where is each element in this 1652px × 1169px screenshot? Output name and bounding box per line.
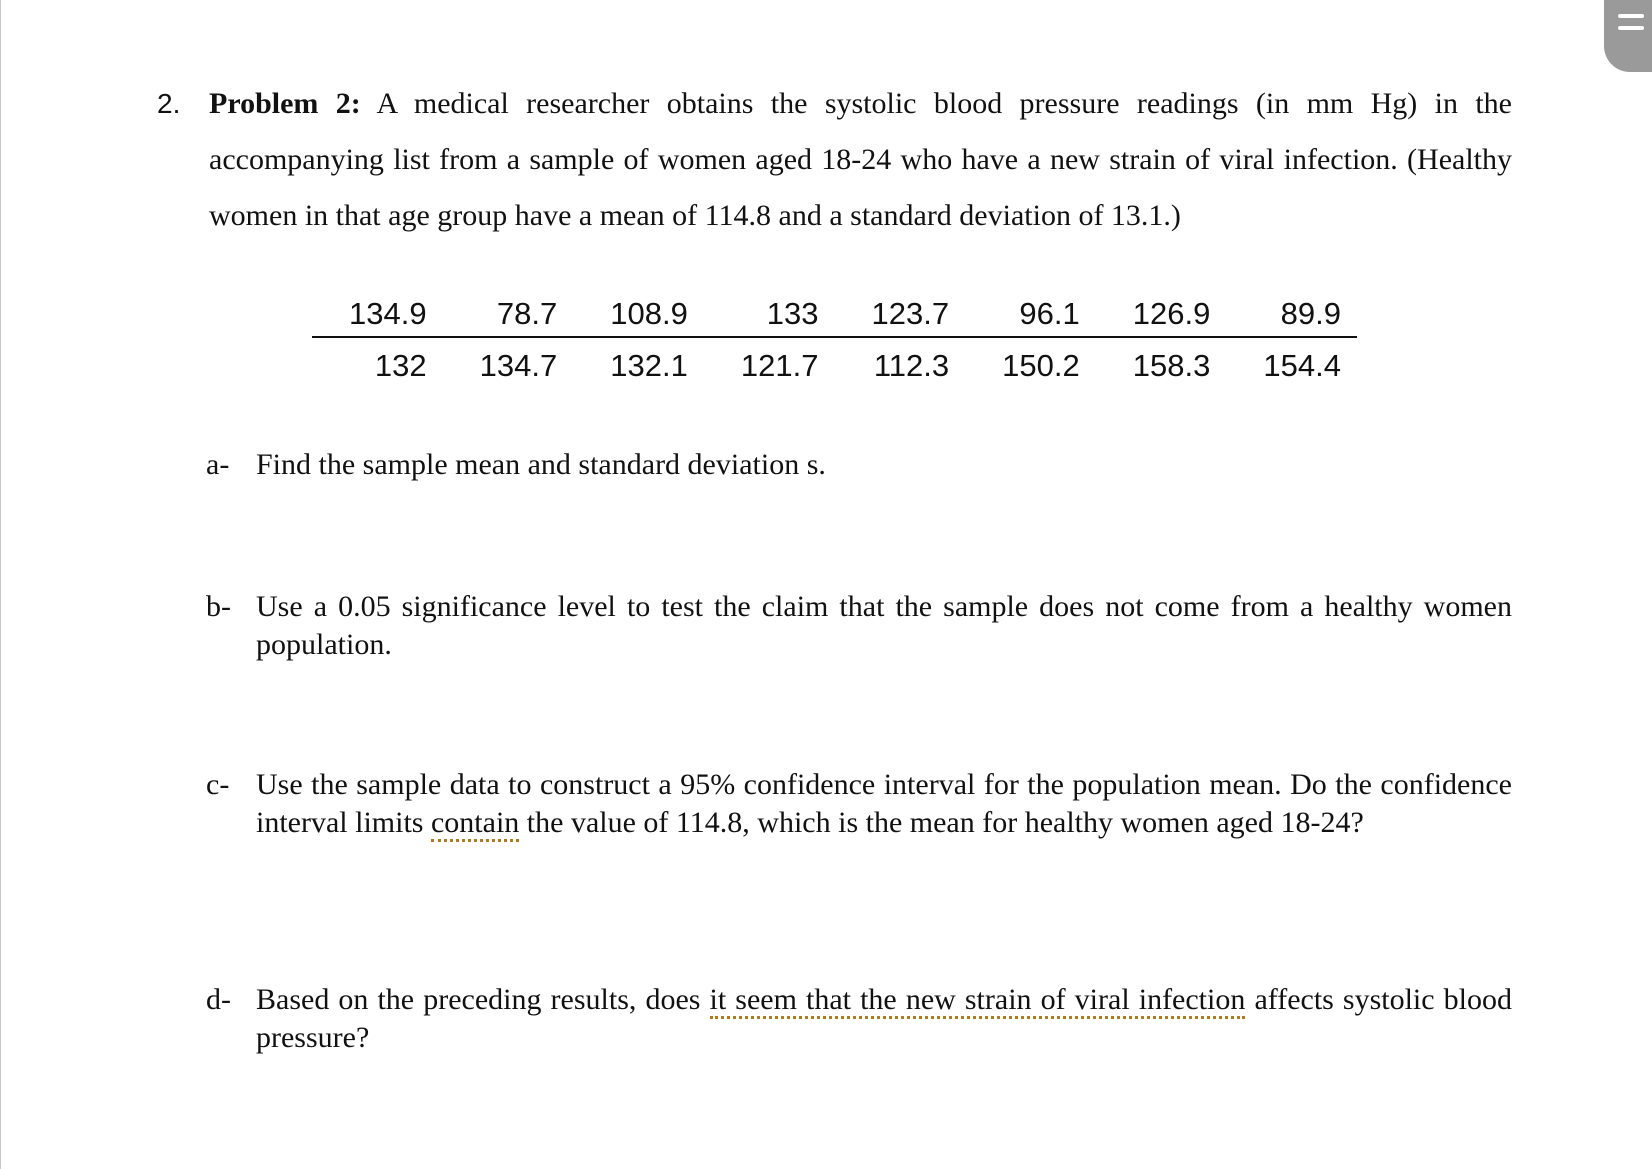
spelling-flag[interactable]: contain	[431, 806, 519, 842]
table-cell: 112.3	[873, 348, 950, 383]
table-cell: 154.4	[1263, 348, 1341, 383]
table-cell: 134.9	[312, 296, 443, 337]
question-text-part: Use the sample data to construct a 95% confidence interval for the population mean. Do the confidence interval limits	[256, 768, 1512, 839]
table-row	[312, 337, 1357, 400]
table-cell: 89.9	[1226, 296, 1357, 337]
table-cell: 150.2	[1002, 348, 1080, 383]
grammar-flag[interactable]: it seem that the new strain of viral infection	[710, 983, 1246, 1019]
problem-title: Problem 2:	[209, 87, 361, 120]
question-text: Use a 0.05 significance level to test the claim that the sample does not come from a healthy women population.	[256, 590, 1512, 661]
question-c	[206, 766, 1512, 842]
handle-grip-icon	[1618, 26, 1644, 30]
question-text-part: the value of 114.8, which is the mean for healthy women aged 18-24?	[519, 806, 1364, 839]
list-number: 2.	[157, 88, 181, 119]
table-cell: 132.1	[610, 348, 688, 383]
table-cell: 123.7	[835, 296, 966, 337]
question-b	[206, 588, 1512, 664]
table-cell: 133	[704, 296, 835, 337]
table-cell: 78.7	[443, 296, 574, 337]
problem-statement	[157, 76, 1512, 244]
blood-pressure-table	[312, 296, 1357, 400]
table-cell: 134.7	[479, 348, 558, 383]
question-label: c-	[206, 768, 230, 801]
question-text-part: Based on the preceding results, does	[256, 983, 710, 1016]
table-row	[312, 296, 1357, 337]
question-label: b-	[206, 590, 231, 623]
question-text	[256, 981, 1512, 1057]
handle-grip-icon	[1618, 14, 1644, 18]
question-text-part: affects systolic blood pressure?	[256, 983, 1512, 1054]
problem-text: A medical researcher obtains the systolic blood pressure readings (in mm Hg) in the accompanying list from a sample of women aged 18-24 who have a new strain of viral infection. (Healthy women in that age group have a mean of 114.8 and a standard deviation of 13.1.)	[209, 87, 1512, 232]
table-cell: 108.9	[573, 296, 704, 337]
table-cell: 132	[374, 348, 427, 383]
question-label: d-	[206, 983, 231, 1016]
problem-body	[209, 76, 1512, 244]
question-a	[206, 446, 1512, 484]
table-cell: 126.9	[1096, 296, 1227, 337]
question-label: a-	[206, 448, 230, 481]
table-cell: 158.3	[1132, 348, 1211, 383]
question-text	[256, 766, 1512, 842]
question-text: Find the sample mean and standard deviation s.	[256, 448, 826, 481]
table-cell: 121.7	[740, 348, 819, 383]
question-d	[206, 981, 1512, 1057]
scroll-handle[interactable]	[1604, 0, 1652, 72]
table-cell: 96.1	[965, 296, 1096, 337]
